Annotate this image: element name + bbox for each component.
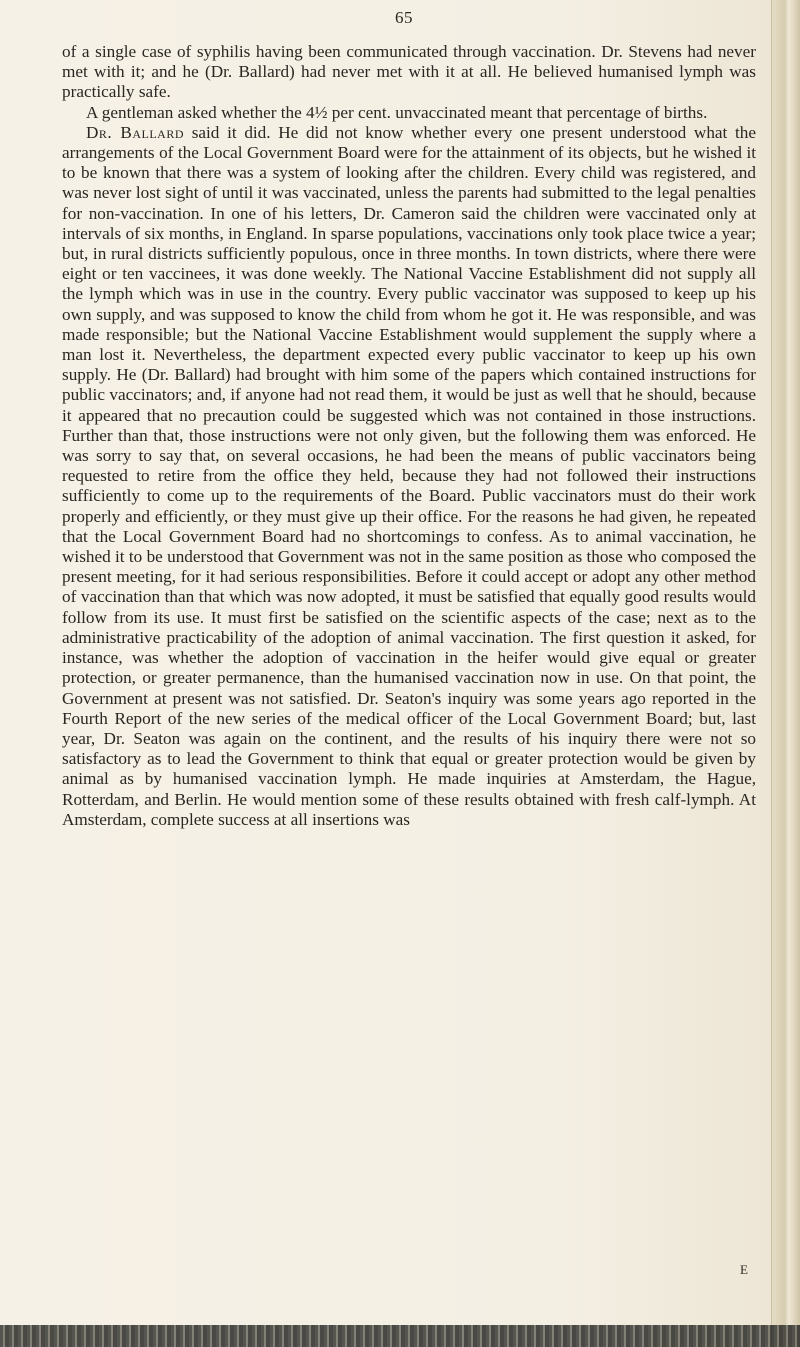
body-text — [62, 42, 756, 830]
paragraph-text: of a single case of syphilis having been communicated through vaccination. Dr. Stevens had never met with it; and he (Dr. Ballard) had never met with it at all. He believed humanised lymph was practically safe. — [62, 42, 756, 102]
page-number: 65 — [395, 8, 413, 27]
paragraph-1 — [62, 42, 756, 103]
paragraph-2 — [62, 103, 756, 123]
scan-bottom-band — [0, 1325, 800, 1347]
speaker-name: Dr. Ballard — [86, 122, 185, 142]
paragraph-3 — [62, 123, 756, 830]
paragraph-text: said it did. He did not know whether every one present understood what the arrangements of the Local Government Board were for the attainment of its objects, but he wished it to be known that there was a system of looking after the children. Every child was registered, and was never lost sight of until it was vaccinated, unless the parents had submitted to the legal penalties for non-vaccination. In one of his letters, Dr. Cameron said the children were vaccinated only at intervals of six months, in England. In sparse populations, vaccinations only took place twice a year; but, in rural districts sufficiently populous, once in three months. In town districts, where there were eight or ten vaccinees, it was done weekly. The National Vaccine Establishment did not supply all the lymph which was in use in the country. Every public vaccinator was supposed to keep up his own supply, and was supposed to know the child from whom he got it. He was responsible, and was made responsible; but the National Vaccine Establishment would supplement the supply where a man lost it. Nevertheless, the department expected every public vaccinator to keep up his own supply. He (Dr. Ballard) had brought with him some of the papers which contained instructions for public vaccinators; and, if anyone had not read them, it would be just as well that he should, because it appeared that no precaution could be suggested which was not contained in those instructions. Further than that, those instructions were not only given, but the following them was enforced. He was sorry to say that, on several occasions, he had been the means of public vaccinators being requested to retire from the office they held, because they had not followed their instructions sufficiently to come up to the requirements of the Board. Public vaccinators must do their work properly and efficiently, or they must give up their office. For the reasons he had given, he repeated that the Local Government Board had no shortcomings to confess. As to animal vaccination, he wished it to be understood that Government was not in the same position as those who composed the present meeting, for it had serious responsibilities. Before it could accept or adopt any other method of vaccination than that which was now adopted, it must be satisfied that equally good results would follow from its use. It must first be satisfied on the scientific aspects of the case; next as to the administrative practicability of the adoption of animal vaccination. The first question it asked, for instance, was whether the adoption of vaccination in the heifer would give equal or greater protection, or greater permanence, than the humanised vaccination now in use. On that point, the Government at present was not satisfied. Dr. Seaton's inquiry was some years ago reported in the Fourth Report of the new series of the medical officer of the Local Government Board; but, last year, Dr. Seaton was again on the continent, and the results of his inquiry there were not so satisfactory as to lead the Government to think that equal or greater protection would be given by animal as by humanised vaccination lymph. He made inquiries at Amsterdam, the Hague, Rotterdam, and Berlin. He would mention some of these results obtained with fresh calf-lymph. At Amsterdam, complete success at all insertions was — [62, 122, 756, 829]
paragraph-text: A gentleman asked whether the 4½ per cent. unvaccinated meant that percentage of births. — [86, 102, 708, 122]
signature-mark: E — [740, 1262, 748, 1277]
page-edge — [771, 0, 800, 1347]
